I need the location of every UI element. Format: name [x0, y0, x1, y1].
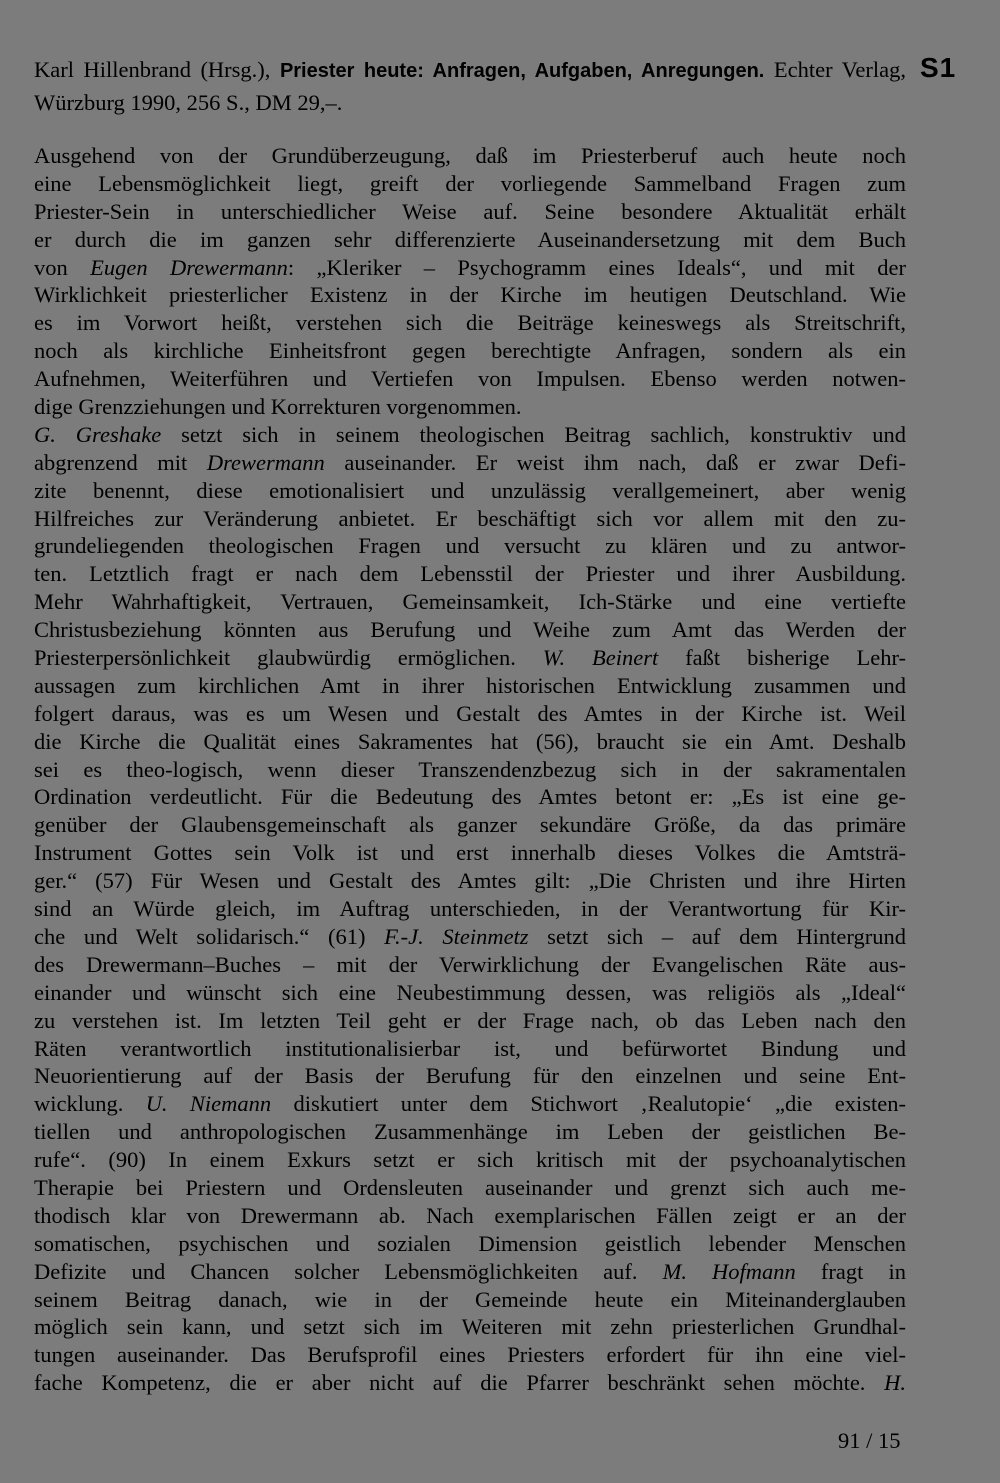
- text-line: [34, 1118, 906, 1146]
- text-line: [34, 309, 906, 337]
- text-line: [34, 588, 906, 616]
- text-line: [34, 867, 906, 895]
- text-run: von: [34, 254, 91, 280]
- text-line: [34, 393, 906, 421]
- text-run: genüber der Glaubensgemeinschaft als ganzer sekundäre Größe, da das primäre: [34, 812, 906, 838]
- text-run: möglich sein kann, und setzt sich im Weiteren mit zehn priesterlichen Grundhal-: [34, 1314, 906, 1340]
- text-run: die Kirche die Qualität eines Sakramentes hat (56), braucht sie ein Amt. Deshalb: [34, 728, 906, 754]
- text-run: einander und wünscht sich eine Neubestimmung dessen, was religiös als „Ideal“: [34, 979, 906, 1005]
- text-line: [34, 1313, 906, 1341]
- author-name: W. Beinert: [542, 645, 659, 671]
- text-line: [34, 672, 906, 700]
- text-run: setzt sich – auf dem Hintergrund: [528, 923, 906, 949]
- text-run: Ordination verdeutlicht. Für die Bedeutung des Amtes betont er: „Es ist eine ge-: [34, 784, 906, 810]
- text-line: [34, 839, 906, 867]
- text-line: [34, 1035, 906, 1063]
- text-run: Hilfreiches zur Veränderung anbietet. Er beschäftigt sich vor allem mit den zu-: [34, 505, 906, 531]
- text-line: [34, 728, 906, 756]
- author-name: G. Greshake: [34, 421, 162, 447]
- text-run: ten. Letztlich fragt er nach dem Lebensstil der Priester und ihrer Ausbildung.: [34, 561, 906, 587]
- text-run: Priesterpersönlichkeit glaubwürdig ermöglichen.: [34, 645, 543, 671]
- text-run: Neuorientierung auf der Basis der Berufung für den einzelnen und seine Ent-: [34, 1063, 906, 1089]
- text-run: Wirklichkeit priesterlicher Existenz in der Kirche im heutigen Deutschland. Wie: [34, 282, 906, 308]
- section-code: S1: [920, 52, 957, 83]
- text-line: [34, 254, 906, 282]
- text-run: fragt in: [795, 1258, 906, 1284]
- text-run: seinem Beitrag danach, wie in der Gemeinde heute ein Miteinanderglauben: [34, 1286, 906, 1312]
- text-line: [34, 783, 906, 811]
- text-run: zu verstehen ist. Im letzten Teil geht er der Frage nach, ob das Leben nach den: [34, 1007, 906, 1033]
- text-line: [34, 979, 906, 1007]
- text-run: Räten verantwortlich institutionalisierbar ist, und befürwortet Bindung und: [34, 1035, 906, 1061]
- text-line: [34, 1090, 906, 1118]
- text-run: sei es theo-logisch, wenn dieser Transzendenzbezug sich in der sakramentalen: [34, 756, 906, 782]
- text-run: folgert daraus, was es um Wesen und Gestalt des Amtes in der Kirche ist. Weil: [34, 700, 906, 726]
- text-run: tiellen und anthropologischen Zusammenhänge im Leben der geistlichen Be-: [34, 1119, 906, 1145]
- text-run: Priester-Sein in unterschiedlicher Weise auf. Seine besondere Aktualität erhält: [34, 198, 906, 224]
- text-line: [34, 170, 906, 198]
- text-line: [34, 895, 906, 923]
- text-line: [34, 951, 906, 979]
- text-run: : „Kleriker – Psychogramm eines Ideals“, und mit der: [287, 254, 907, 280]
- text-line: [34, 560, 906, 588]
- text-line: [34, 281, 906, 309]
- review-body: [34, 142, 906, 1397]
- text-run: rufe“. (90) In einem Exkurs setzt er sich kritisch mit der psychoanalytischen: [34, 1147, 906, 1173]
- text-run: zite benennt, diese emotionalisiert und unzulässig verallgemeinert, aber wenig: [34, 477, 906, 503]
- page-number: 91 / 15: [838, 1428, 901, 1453]
- text-run: Aufnehmen, Weiterführen und Vertiefen von Impulsen. Ebenso werden notwen-: [34, 366, 906, 392]
- text-line: [34, 1007, 906, 1035]
- text-line: [34, 421, 906, 449]
- author-name: Eugen Drewermann: [90, 254, 288, 280]
- text-line: [34, 532, 906, 560]
- text-line: [34, 1174, 906, 1202]
- text-run: Ausgehend von der Grundüberzeugung, daß im Priesterberuf auch heute noch: [34, 143, 906, 168]
- text-line: [34, 449, 906, 477]
- text-run: Therapie bei Priestern und Ordensleuten auseinander und grenzt sich auch me-: [34, 1174, 906, 1200]
- text-run: dige Grenzziehungen und Korrekturen vorgenommen.: [34, 394, 522, 420]
- text-line: [34, 811, 906, 839]
- text-run: che und Welt solidarisch.“ (61): [34, 923, 385, 949]
- text-run: sind an Würde gleich, im Auftrag unterschieden, in der Verantwortung für Kir-: [34, 896, 906, 922]
- text-run: diskutiert unter dem Stichwort ‚Realutopie‘ „die existen-: [271, 1091, 906, 1117]
- text-line: [34, 1286, 906, 1314]
- text-line: [34, 1146, 906, 1174]
- text-run: Instrument Gottes sein Volk ist und erst innerhalb dieses Volkes die Amtsträ-: [34, 840, 906, 866]
- text-run: auseinander. Er weist ihm nach, daß er zwar Defi-: [324, 449, 906, 475]
- text-line: [34, 923, 906, 951]
- citation-header: [34, 54, 906, 118]
- text-line: [34, 756, 906, 784]
- text-line: [34, 198, 906, 226]
- text-run: noch als kirchliche Einheitsfront gegen berechtigte Anfragen, sondern als ein: [34, 338, 906, 364]
- text-line: [34, 616, 906, 644]
- text-line: [34, 365, 906, 393]
- text-run: fache Kompetenz, die er aber nicht auf die Pfarrer beschränkt sehen möchte.: [34, 1370, 885, 1396]
- text-run: eine Lebensmöglichkeit liegt, greift der vorliegende Sammelband Fragen zum: [34, 170, 906, 196]
- publisher-info: Echter Verlag, Würzburg 1990, 256 S., DM 29,–.: [34, 57, 907, 115]
- text-run: tungen auseinander. Das Berufsprofil eines Priesters erfordert für ihn eine viel-: [34, 1342, 906, 1368]
- text-run: er durch die im ganzen sehr differenzierte Auseinandersetzung mit dem Buch: [34, 226, 906, 252]
- text-run: Christusbeziehung könnten aus Berufung und Weihe zum Amt das Werden der: [34, 617, 906, 643]
- text-run: des Drewermann–Buches – mit der Verwirklichung der Evangelischen Räte aus-: [34, 951, 906, 977]
- author-name: F.-J. Steinmetz: [384, 923, 529, 949]
- text-line: [34, 1369, 906, 1397]
- book-title: Priester heute: Anfragen, Aufgaben, Anregungen.: [279, 60, 765, 82]
- text-line: [34, 1230, 906, 1258]
- text-line: [34, 1202, 906, 1230]
- text-run: somatischen, psychischen und sozialen Dimension geistlich lebender Menschen: [34, 1230, 906, 1256]
- text-run: Mehr Wahrhaftigkeit, Vertrauen, Gemeinsamkeit, Ich-Stärke und eine vertiefte: [34, 589, 906, 615]
- text-line: [34, 644, 906, 672]
- text-line: [34, 1258, 906, 1286]
- text-line: [34, 505, 906, 533]
- author-name: U. Niemann: [145, 1091, 272, 1117]
- text-run: es im Vorwort heißt, verstehen sich die Beiträge keineswegs als Streitschrift,: [34, 310, 906, 336]
- text-run: Defizite und Chancen solcher Lebensmöglichkeiten auf.: [34, 1258, 663, 1284]
- author-name: M. Hofmann: [662, 1258, 796, 1284]
- text-line: [34, 337, 906, 365]
- text-line: [34, 477, 906, 505]
- text-run: grundeliegenden theologischen Fragen und versucht zu klären und zu antwor-: [34, 533, 906, 559]
- author-name: H.: [884, 1370, 906, 1396]
- text-run: aussagen zum kirchlichen Amt in ihrer historischen Entwicklung zusammen und: [34, 672, 906, 698]
- text-run: faßt bisherige Lehr-: [658, 645, 906, 671]
- text-line: [34, 142, 906, 170]
- text-line: [34, 226, 906, 254]
- editor-name: Karl Hillenbrand (Hrsg.),: [34, 57, 271, 82]
- text-run: ger.“ (57) Für Wesen und Gestalt des Amtes gilt: „Die Christen und ihre Hirten: [34, 868, 906, 894]
- text-line: [34, 700, 906, 728]
- text-line: [34, 1341, 906, 1369]
- text-run: abgrenzend mit: [34, 449, 207, 475]
- text-line: [34, 1062, 906, 1090]
- text-run: thodisch klar von Drewermann ab. Nach exemplarischen Fällen zeigt er an der: [34, 1202, 906, 1228]
- author-name: Drewermann: [206, 449, 325, 475]
- text-run: wicklung.: [34, 1091, 146, 1117]
- text-run: setzt sich in seinem theologischen Beitrag sachlich, konstruktiv und: [161, 421, 906, 447]
